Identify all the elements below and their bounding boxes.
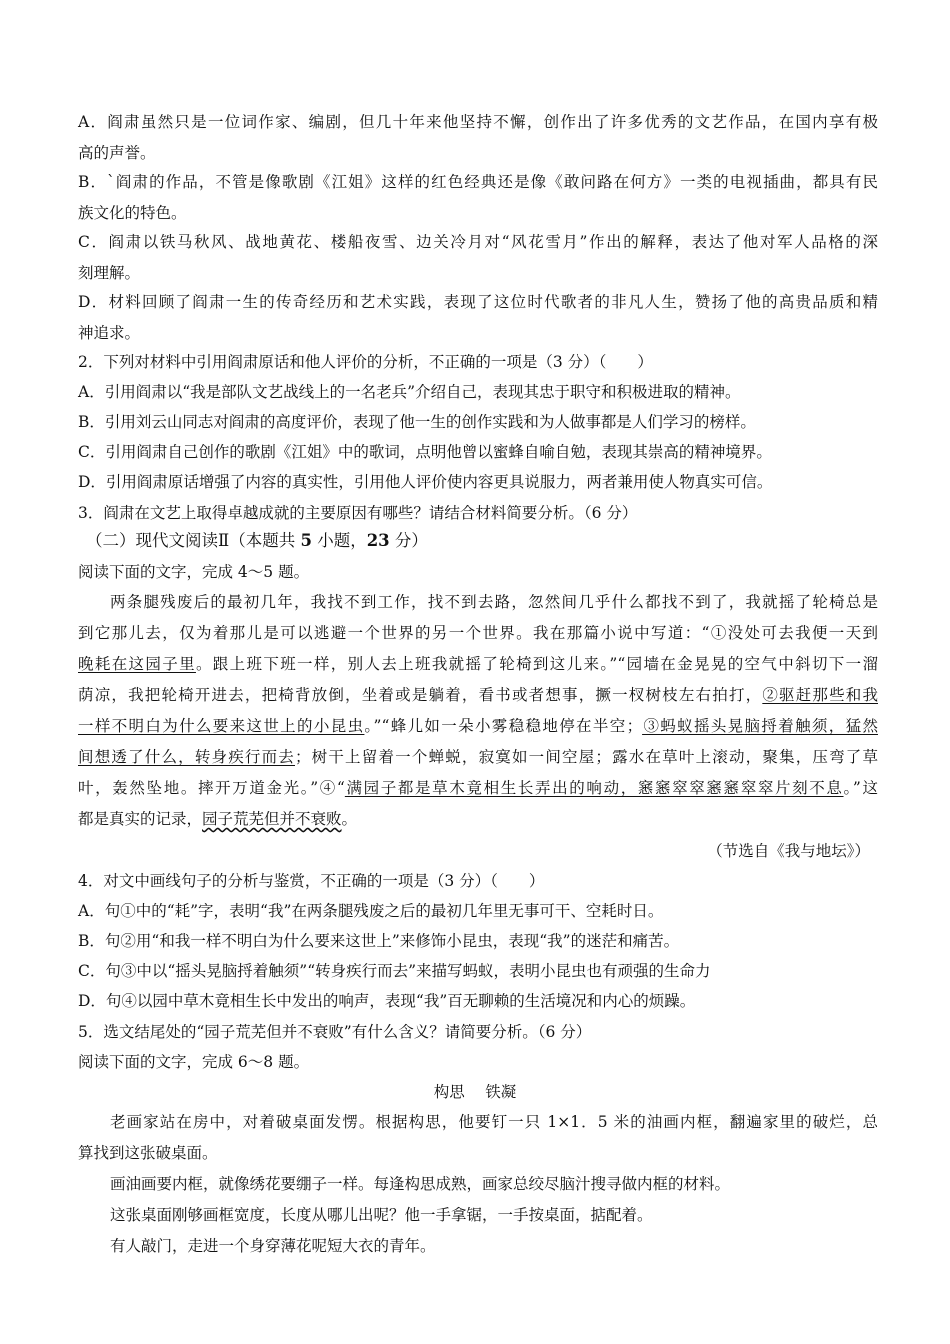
q4-stem: 4．对文中画线句子的分析与鉴赏，不正确的一项是（3 分）（ ） bbox=[78, 872, 545, 890]
underlined-sentence-4: 满园子都是草木竟相生长弄出的响动，窸窸窣窣窸窸窣窣片刻不息 bbox=[344, 779, 844, 797]
underlined-sentence-3: ③蚂蚁摇头晃脑捋着触须，猛然 bbox=[642, 717, 878, 735]
q2-option-b: B．引用刘云山同志对阎肃的高度评价，表现了他一生的创作实践和为人做事都是人们学习的榜样。 bbox=[78, 413, 756, 431]
q1-option-b-line1: B．`阎肃的作品，不管是像歌剧《江姐》这样的红色经典还是像《敢问路在何方》一类的电视插曲，都具有民 bbox=[78, 173, 878, 191]
passage-line-5: 一样不明白为什么要来这世上的小昆虫。”“蜂儿如一朵小雾稳稳地停在半空；③蚂蚁摇头晃脑捋着触须，猛然 bbox=[78, 717, 878, 735]
q4-option-b: B．句②用“和我一样不明白为什么要来这世上”来修饰小昆虫，表现“我”的迷茫和痛苦。 bbox=[78, 932, 680, 950]
q1-option-a-line2: 高的声誉。 bbox=[78, 144, 156, 162]
q1-option-c-line1: C．阎肃以铁马秋风、战地黄花、楼船夜雪、边关冷月对“风花雪月”作出的解释，表达了他对军人品格的深 bbox=[78, 233, 878, 251]
passage-line-2: 到它那儿去，仅为着那儿是可以逃避一个世界的另一个世界。我在那篇小说中写道：“①没处可去我便一天到 bbox=[78, 624, 878, 642]
section-instruction: 阅读下面的文字，完成 4～5 题。 bbox=[78, 563, 310, 581]
q1-option-d-line2: 神追求。 bbox=[78, 324, 141, 342]
passage-line-6: 间想透了什么，转身疾行而去；树干上留着一个蝉蜕，寂寞如一间空屋；露水在草叶上滚动，聚集，压弯了草 bbox=[78, 748, 878, 766]
passage-line-8: 都是真实的记录，园子荒芜但并不衰败。 bbox=[78, 810, 358, 828]
story-para-4: 有人敲门，走进一个身穿薄花呢短大衣的青年。 bbox=[110, 1237, 436, 1255]
q4-option-d: D．句④以园中草木竟相生长中发出的响声，表现“我”百无聊赖的生活境况和内心的烦躁。 bbox=[78, 992, 696, 1010]
passage-line-7: 叶，轰然坠地。摔开万道金光。”④“满园子都是草木竟相生长弄出的响动，窸窸窣窣窸窸窣窣片刻不息。”这 bbox=[78, 779, 878, 797]
story-para-1-line-2: 算找到这张破桌面。 bbox=[78, 1144, 218, 1162]
wavy-underlined-phrase: 园子荒芜但并不衰败 bbox=[202, 810, 342, 828]
q5-instruction: 阅读下面的文字，完成 6～8 题。 bbox=[78, 1053, 310, 1071]
q4-option-a: A．句①中的“耗”字，表明“我”在两条腿残废之后的最初几年里无事可干、空耗时日。 bbox=[78, 902, 664, 920]
q1-option-d-line1: D．材料回顾了阎肃一生的传奇经历和艺术实践，表现了这位时代歌者的非凡人生，赞扬了他的高贵品质和精 bbox=[78, 293, 878, 311]
q1-option-c-line2: 刻理解。 bbox=[78, 264, 141, 282]
passage-line-3: 晚耗在这园子里。跟上班下班一样，别人去上班我就摇了轮椅到这儿来。”“园墙在金晃晃的空气中斜切下一溜 bbox=[78, 655, 878, 673]
q5-stem: 5．选文结尾处的“园子荒芜但并不衰败”有什么含义？请简要分析。（6 分） bbox=[78, 1023, 592, 1041]
q2-option-a: A．引用阎肃以“我是部队文艺战线上的一名老兵”介绍自己，表现其忠于职守和积极进取的精神。 bbox=[78, 383, 741, 401]
underlined-sentence-2-cont: 一样不明白为什么要来这世上的小昆虫 bbox=[78, 717, 365, 735]
q3-stem: 3．阎肃在文艺上取得卓越成就的主要原因有哪些？请结合材料简要分析。（6 分） bbox=[78, 504, 638, 522]
q1-option-b-line2: 族文化的特色。 bbox=[78, 204, 187, 222]
q2-option-d: D．引用阎肃原话增强了内容的真实性，引用他人评价使内容更具说服力，两者兼用使人物真实可信。 bbox=[78, 473, 773, 491]
passage-line-1: 两条腿残废后的最初几年，我找不到工作，找不到去路，忽然间几乎什么都找不到了，我就摇了轮椅总是 bbox=[110, 593, 878, 611]
story-para-2: 画油画要内框，就像绣花要绷子一样。每逢构思成熟，画家总绞尽脑汁搜寻做内框的材料。 bbox=[110, 1175, 731, 1193]
story-para-1-line-1: 老画家站在房中，对着破桌面发愣。根据构思，他要钉一只 1×1．5 米的油画内框，翻遍家里的破烂，总 bbox=[110, 1113, 878, 1131]
underlined-sentence-3-cont: 间想透了什么，转身疾行而去 bbox=[78, 748, 295, 766]
q4-option-c: C．句③中以“摇头晃脑捋着触须”“转身疾行而去”来描写蚂蚁，表明小昆虫也有顽强的生命力 bbox=[78, 962, 711, 980]
q2-option-c: C．引用阎肃自己创作的歌剧《江姐》中的歌词，点明他曾以蜜蜂自喻自勉，表现其崇高的精神境界。 bbox=[78, 443, 772, 461]
q1-option-a-line1: A．阎肃虽然只是一位词作家、编剧，但几十年来他坚持不懈，创作出了许多优秀的文艺作品，在国内享有极 bbox=[78, 113, 878, 131]
section-title: （二）现代文阅读Ⅱ（本题共 5 小题，23 分） bbox=[86, 531, 428, 550]
underlined-sentence-2: ②驱赶那些和我 bbox=[762, 686, 878, 704]
q2-stem: 2．下列对材料中引用阎肃原话和他人评价的分析，不正确的一项是（3 分）（ ） bbox=[78, 353, 653, 371]
passage-source: （节选自《我与地坛》） bbox=[707, 842, 870, 860]
story-title: 构思 铁凝 bbox=[433, 1083, 517, 1101]
passage-line-4: 荫凉，我把轮椅开进去，把椅背放倒，坐着或是躺着，看书或者想事，撅一杈树枝左右拍打，②驱赶那些和我 bbox=[78, 686, 878, 704]
underlined-sentence-1: 晚耗在这园子里 bbox=[78, 655, 196, 673]
story-para-3: 这张桌面刚够画框宽度，长度从哪儿出呢？他一手拿锯，一手按桌面，掂配着。 bbox=[110, 1206, 653, 1224]
